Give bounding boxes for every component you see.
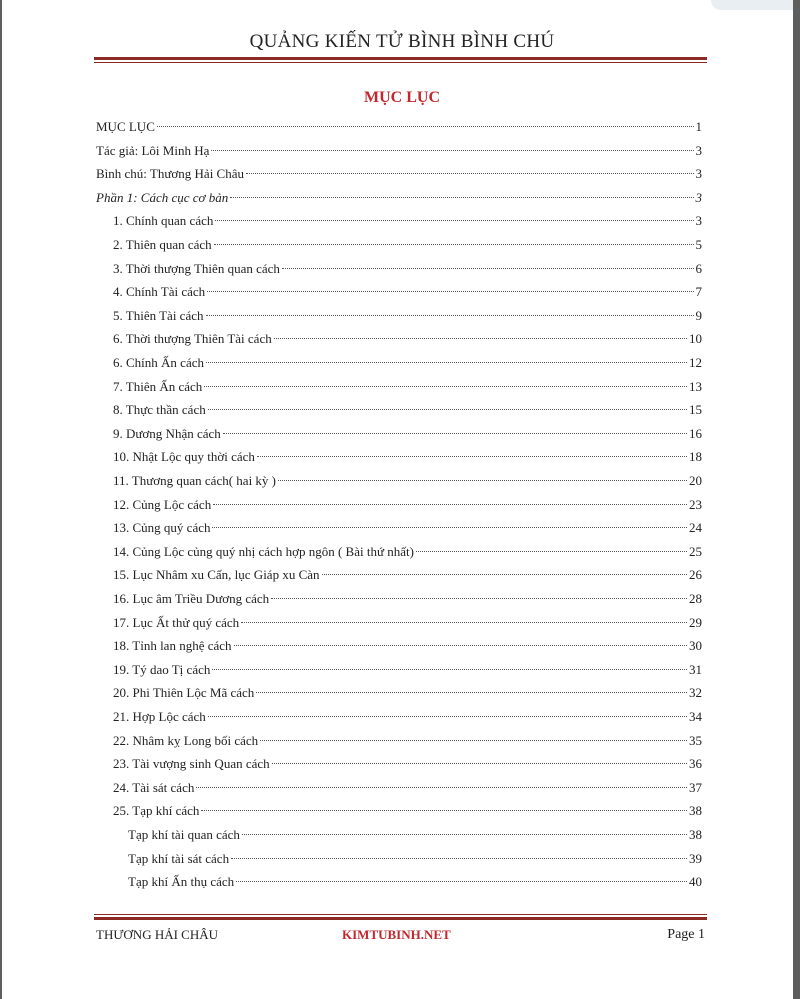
toc-entry-page: 24 — [689, 520, 702, 536]
toc-entry-page: 25 — [689, 543, 702, 559]
toc-leader-dots — [274, 338, 687, 339]
toc-entry-page: 29 — [689, 614, 702, 630]
toc-entry-page: 34 — [689, 709, 702, 724]
footer-page-number: Page 1 — [667, 927, 705, 942]
toc-entry[interactable] — [128, 849, 702, 869]
toc-entry[interactable] — [113, 306, 702, 326]
toc-entry-page: 3 — [695, 142, 702, 158]
toc-heading: MỤC LỤC — [364, 89, 440, 106]
toc-entry-title: 2. Thiên quan cách — [113, 237, 212, 252]
toc-leader-dots — [208, 409, 687, 410]
toc-entry-title: Tạp khí tài sát cách — [128, 850, 230, 866]
toc-entry-page: 1 — [695, 119, 702, 134]
window-corner — [711, 0, 793, 10]
toc-entry-title: 10. Nhật Lộc quy thời cách — [113, 449, 255, 465]
toc-leader-dots — [272, 763, 687, 764]
header-rule — [94, 57, 707, 60]
toc-entry-page: 39 — [689, 850, 702, 866]
toc-entry-title: 12. Củng Lộc cách — [113, 496, 212, 512]
toc-entry-page: 9 — [695, 307, 702, 323]
toc-entry-title: 22. Nhâm kỵ Long bối cách — [113, 732, 259, 748]
toc-leader-dots — [234, 645, 687, 646]
toc-entry-page: 40 — [689, 874, 702, 890]
toc-entry-title: Tác giả: Lôi Minh Hạ — [96, 142, 210, 158]
footer-author: THƯƠNG HẢI CHÂU — [96, 927, 219, 942]
toc-entry-title: 16. Lục âm Triều Dương cách — [113, 591, 270, 606]
page-header-title: QUẢNG KIẾN TỬ BÌNH BÌNH CHÚ — [249, 31, 555, 52]
toc-entry[interactable] — [113, 613, 702, 633]
toc-entry-page: 23 — [689, 496, 702, 512]
toc-entry-page: 35 — [689, 732, 702, 748]
toc-entry[interactable] — [113, 683, 702, 703]
toc-entry-title: 18. Tỉnh lan nghệ cách — [113, 638, 232, 654]
toc-entry-page: 3 — [695, 189, 702, 205]
toc-entry-title: 21. Hợp Lộc cách — [113, 709, 206, 724]
toc-entry[interactable] — [113, 731, 702, 751]
toc-leader-dots — [214, 244, 694, 245]
toc-leader-dots — [416, 551, 687, 552]
toc-leader-dots — [230, 197, 693, 198]
toc-entry-title: 3. Thời thượng Thiên quan cách — [113, 260, 280, 276]
toc-entry[interactable] — [113, 589, 702, 609]
toc-entry[interactable] — [113, 424, 702, 444]
toc-leader-dots — [157, 126, 694, 127]
toc-entry-page: 16 — [689, 425, 702, 441]
toc-entry[interactable] — [113, 660, 702, 680]
toc-entry-page: 36 — [689, 756, 702, 772]
footer-rule-thin — [94, 914, 707, 915]
toc-leader-dots — [211, 150, 693, 151]
toc-entry-title: 23. Tài vượng sinh Quan cách — [113, 756, 270, 772]
toc-entry[interactable] — [113, 235, 702, 255]
toc-entry-page: 18 — [689, 449, 702, 465]
header-rule-thin — [94, 62, 707, 63]
footer-website-link[interactable]: KIMTUBINH.NET — [342, 927, 451, 942]
toc-leader-dots — [196, 787, 687, 788]
toc-leader-dots — [257, 456, 687, 457]
toc-entry-title: 14. Củng Lộc củng quý nhị cách hợp ngôn ( Bài thứ nhất) — [113, 543, 414, 559]
toc-entry[interactable] — [113, 211, 702, 231]
toc-leader-dots — [206, 315, 694, 316]
toc-entry-page: 3 — [695, 213, 702, 229]
toc-entry[interactable] — [113, 282, 702, 302]
toc-entry-page: 10 — [689, 331, 702, 347]
toc-entry[interactable] — [113, 518, 702, 538]
toc-entry-title: 1. Chính quan cách — [113, 213, 214, 229]
toc-leader-dots — [260, 740, 687, 741]
toc-entry-page: 31 — [689, 661, 702, 677]
toc-entry[interactable] — [96, 117, 702, 137]
toc-entry-title: 9. Dương Nhận cách — [113, 425, 221, 441]
toc-entry-page: 26 — [689, 567, 702, 583]
toc-entry-page: 7 — [695, 284, 702, 300]
toc-leader-dots — [215, 220, 693, 221]
toc-entry[interactable] — [113, 542, 702, 562]
toc-entry-title: 20. Phi Thiên Lộc Mã cách — [113, 685, 255, 701]
toc-leader-dots — [212, 669, 687, 670]
toc-entry-title: 4. Chính Tài cách — [113, 284, 206, 300]
toc-entry[interactable] — [113, 778, 702, 798]
document-page — [2, 0, 793, 999]
toc-entry[interactable] — [113, 754, 702, 774]
toc-leader-dots — [322, 574, 687, 575]
toc-entry[interactable] — [113, 353, 702, 373]
toc-entry-title: 24. Tài sát cách — [113, 779, 195, 795]
toc-leader-dots — [207, 291, 693, 292]
toc-leader-dots — [204, 386, 687, 387]
toc-leader-dots — [206, 362, 687, 363]
toc-leader-dots — [242, 834, 687, 835]
toc-entry-page: 37 — [689, 779, 702, 795]
toc-entry-title: Tạp khí Ấn thụ cách — [128, 874, 235, 890]
toc-entry[interactable] — [128, 872, 702, 892]
toc-entry[interactable] — [113, 636, 702, 656]
toc-leader-dots — [208, 716, 687, 717]
toc-leader-dots — [256, 692, 687, 693]
toc-entry[interactable] — [113, 495, 702, 515]
toc-leader-dots — [212, 527, 687, 528]
toc-leader-dots — [236, 881, 687, 882]
toc-entry-title: 13. Củng quý cách — [113, 520, 211, 536]
toc-entry-title: Bình chú: Thương Hải Châu — [96, 166, 245, 182]
toc-entry[interactable] — [96, 141, 702, 161]
toc-entry-title: 11. Thương quan cách( hai kỳ ) — [113, 473, 277, 488]
toc-entry[interactable] — [113, 377, 702, 397]
toc-entry-title: 7. Thiên Ấn cách — [113, 378, 203, 394]
toc-entry-page: 28 — [689, 591, 702, 606]
toc-entry-page: 6 — [695, 260, 702, 276]
toc-entry-title: 6. Chính Ấn cách — [113, 355, 204, 370]
toc-leader-dots — [213, 504, 687, 505]
toc-entry[interactable] — [96, 164, 702, 184]
toc-entry[interactable] — [113, 471, 702, 491]
toc-entry-title: 25. Tạp khí cách — [113, 803, 200, 819]
toc-entry[interactable] — [113, 400, 702, 420]
toc-entry-page: 15 — [689, 402, 702, 418]
footer-rule — [94, 917, 707, 920]
toc-entry-title: MỤC LỤC — [96, 119, 155, 134]
toc-leader-dots — [271, 598, 687, 599]
toc-entry-page: 3 — [695, 166, 702, 182]
toc-entry-page: 12 — [689, 355, 702, 370]
toc-entry[interactable] — [113, 565, 702, 585]
toc-entry-title: 15. Lục Nhâm xu Cấn, lục Giáp xu Càn — [113, 567, 320, 583]
toc-entry[interactable] — [113, 707, 702, 727]
toc-entry[interactable] — [113, 801, 702, 821]
toc-entry-title: 5. Thiên Tài cách — [113, 307, 204, 323]
toc-entry-title: 19. Tý dao Tị cách — [113, 661, 211, 677]
toc-entry-title: 8. Thực thần cách — [113, 402, 206, 418]
toc-leader-dots — [201, 810, 687, 811]
toc-entry-title: Tạp khí tài quan cách — [128, 827, 240, 842]
toc-leader-dots — [282, 268, 694, 269]
toc-entry[interactable] — [113, 259, 702, 279]
toc-entry-page: 38 — [689, 827, 702, 842]
toc-leader-dots — [278, 480, 687, 481]
toc-entry-page: 38 — [689, 803, 702, 819]
toc-entry[interactable] — [96, 188, 702, 208]
toc-entry-title: Phần 1: Cách cục cơ bản — [96, 189, 229, 205]
toc-entry[interactable] — [113, 329, 702, 349]
toc-entry-title: 6. Thời thượng Thiên Tài cách — [113, 331, 272, 347]
toc-entry-page: 20 — [689, 473, 702, 488]
toc-entry-page: 30 — [689, 638, 702, 654]
toc-entry-page: 32 — [689, 685, 702, 701]
toc-entry[interactable] — [128, 825, 702, 845]
toc-entry-page: 13 — [689, 378, 702, 394]
toc-leader-dots — [241, 622, 687, 623]
toc-leader-dots — [246, 173, 693, 174]
toc-leader-dots — [231, 858, 687, 859]
toc-entry[interactable] — [113, 447, 702, 467]
toc-entry-title: 17. Lục Ất thử quý cách — [113, 614, 240, 630]
toc-leader-dots — [223, 433, 687, 434]
toc-entry-page: 5 — [695, 237, 702, 252]
